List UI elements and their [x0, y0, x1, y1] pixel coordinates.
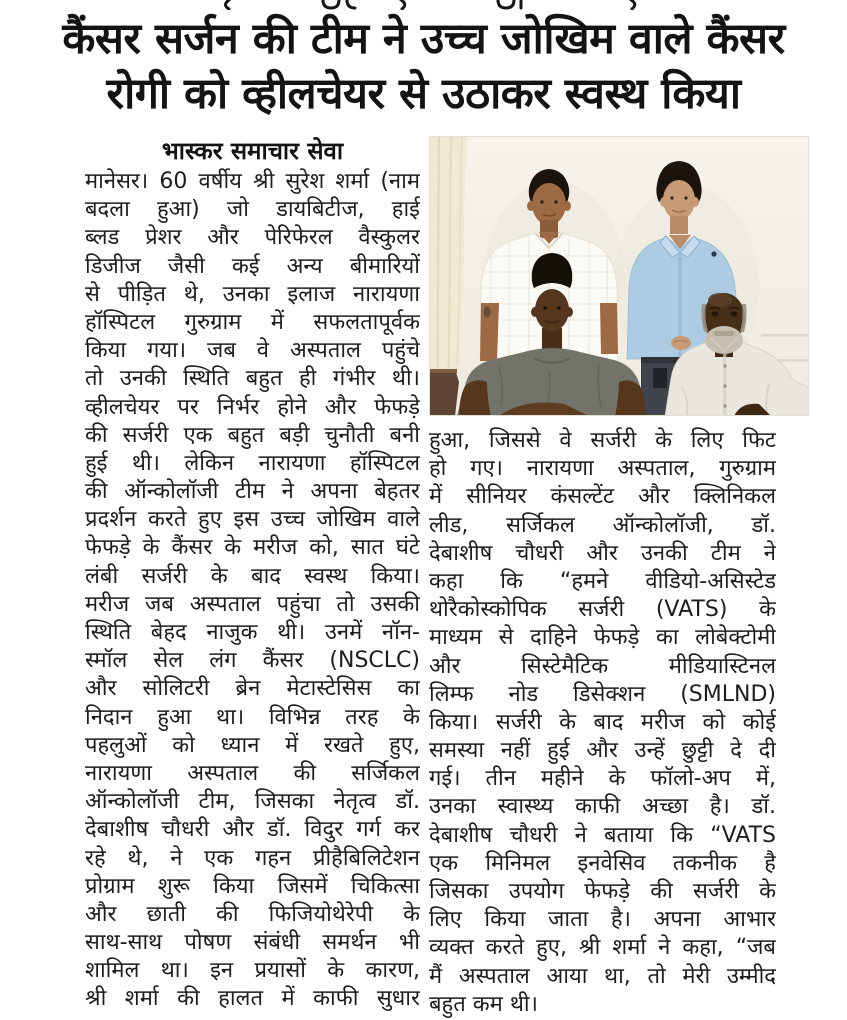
text-line: व्यक्त करते हुए, श्री शर्मा ने कहा, “जब — [429, 935, 776, 961]
text-line: नारायणा अस्पताल की सर्जिकल — [85, 760, 420, 786]
text-line: डिजीज जैसी कई अन्य बीमारियों — [85, 253, 420, 279]
text-line: हुआ, जिससे वे सर्जरी के लिए फिट — [429, 428, 776, 453]
text-line: से पीड़ित थे, उनका इलाज नारायणा — [85, 281, 420, 307]
text-line: और छाती की फिजियोथेरेपी के — [85, 901, 420, 927]
text-line: किया। सर्जरी के बाद मरीज को कोई — [429, 709, 776, 735]
text-line: लिम्फ नोड डिसेक्शन (SMLND) — [429, 681, 776, 707]
text-line: हुई थी। लेकिन नारायणा हॉस्पिटल — [85, 450, 420, 476]
text-line: देबाशीष चौधरी और उनकी टीम ने — [429, 540, 776, 566]
text-line: की सर्जरी एक बहुत बड़ी चुनौती बनी — [85, 422, 420, 448]
text-line: साथ-साथ पोषण संबंधी समर्थन भी — [85, 930, 420, 956]
text-line: ऑन्कोलॉजी टीम, जिसका नेतृत्व डॉ. — [85, 789, 420, 815]
text-line: कहा कि “हमने वीडियो-असिस्टेड — [429, 568, 776, 594]
text-line: लीड, सर्जिकल ऑन्कोलॉजी, डॉ. — [429, 512, 776, 538]
text-line: मरीज जब अस्पताल पहुंचा तो उसकी — [85, 591, 420, 617]
team-photo-illustration — [429, 136, 809, 416]
text-line: तो उनकी स्थिति बहुत ही गंभीर थी। — [85, 366, 420, 392]
byline: भास्कर समाचार सेवा — [161, 137, 344, 165]
text-line: फेफड़े के कैंसर के मरीज को, सात घंटे — [85, 535, 420, 561]
text-line: गई। तीन महीने के फॉलो-अप में, — [429, 766, 776, 792]
text-line: हॉस्पिटल गुरुग्राम में सफलतापूर्वक — [85, 309, 420, 335]
text-line: जिसका उपयोग फेफड़े की सर्जरी के — [429, 879, 776, 904]
text-line: देबाशीष चौधरी और डॉ. विदुर गर्ग कर — [85, 817, 420, 843]
text-line: लंबी सर्जरी के बाद स्वस्थ किया। — [85, 563, 420, 589]
text-line: हो गए। नारायणा अस्पताल, गुरुग्राम — [429, 456, 776, 482]
text-line: स्थिति बेहद नाजुक थी। उनमें नॉन- — [85, 620, 420, 645]
headline-line-2: रोगी को व्हीलचेयर से उठाकर स्वस्थ किया — [106, 69, 741, 119]
chair-left — [429, 369, 459, 416]
text-line: ब्लड प्रेशर और पेरिफेरल वैस्कुलर — [85, 225, 420, 251]
headline — [0, 12, 847, 122]
text-line: की ऑन्कोलॉजी टीम ने अपना बेहतर — [85, 479, 420, 505]
text-line: और सोलिटरी ब्रेन मेटास्टेसिस का — [85, 676, 420, 702]
text-line: समस्या नहीं हुई और उन्हें छुट्टी दे दी — [429, 738, 776, 764]
text-line: लिए किया जाता है। अपना आभार — [429, 907, 776, 933]
text-line: उनका स्वास्थ्य काफी अच्छा है। डॉ. — [429, 794, 776, 820]
cropped-previous-line-remnant — [215, 0, 650, 10]
hand-on-shoulder — [671, 336, 691, 350]
article-left-column — [85, 168, 420, 1014]
text-line: और सिस्टेमैटिक मीडियास्टिनल — [429, 653, 776, 679]
text-line: प्रोग्राम शुरू किया जिसमें चिकित्सा — [85, 873, 420, 899]
text-line: रहे थे, ने एक गहन प्रीहैबिलिटेशन — [85, 845, 420, 871]
text-line: श्री शर्मा की हालत में काफी सुधार — [85, 986, 420, 1012]
forearm-tattoo — [484, 307, 491, 318]
text-line: प्रदर्शन करते हुए इस उच्च जोखिम वाले — [85, 507, 420, 533]
text-line: मैं अस्पताल आया था, तो मेरी उम्मीद — [429, 963, 776, 989]
text-line: व्हीलचेयर पर निर्भर होने और फेफड़े — [85, 394, 420, 420]
text-line: पहलुओं को ध्यान में रखते हुए, — [85, 732, 420, 758]
team-photo — [429, 136, 809, 416]
text-line: निदान हुआ था। विभिन्न तरह के — [85, 704, 420, 730]
beard — [705, 326, 743, 354]
text-line: एक मिनिमल इनवेसिव तकनीक है — [429, 850, 776, 876]
text-line: बदला हुआ) जो डायबिटीज, हाई — [85, 197, 420, 223]
article-right-column — [429, 427, 776, 1019]
text-line: थोरैकोस्कोपिक सर्जरी (VATS) के — [429, 597, 776, 623]
text-line: में सीनियर कंसल्टेंट और क्लिनिकल — [429, 484, 776, 510]
text-line: किया गया। जब वे अस्पताल पहुंचे — [85, 338, 420, 364]
text-line: माध्यम से दाहिने फेफड़े का लोबेक्टोमी — [429, 625, 776, 651]
text-line: देबाशीष चौधरी ने बताया कि “VATS — [429, 822, 776, 848]
text-line: बहुत कम थी। — [429, 991, 538, 1017]
text-line: स्मॉल सेल लंग कैंसर (NSCLC) — [85, 648, 420, 674]
shirt-chest-dot — [711, 251, 716, 256]
headline-line-1: कैंसर सर्जन की टीम ने उच्च जोखिम वाले कैंसर — [62, 14, 785, 64]
text-line: मानेसर। 60 वर्षीय श्री सुरेश शर्मा (नाम — [85, 169, 420, 194]
text-line: शामिल था। इन प्रयासों के कारण, — [85, 958, 420, 984]
